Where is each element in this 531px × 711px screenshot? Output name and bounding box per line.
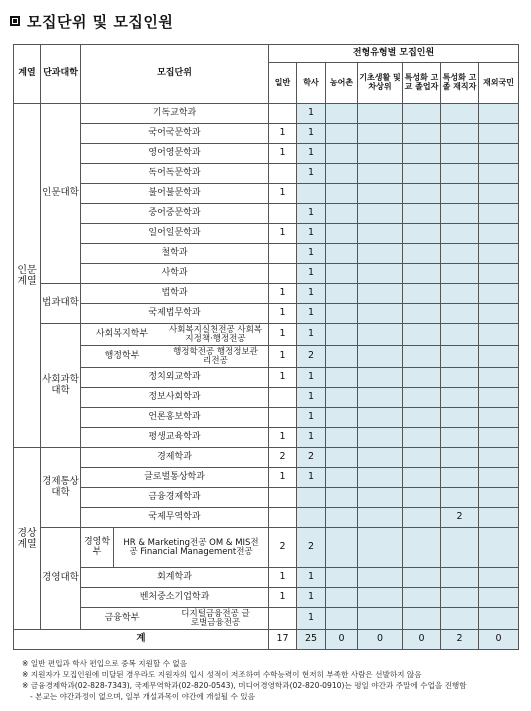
cell-value: 1 (297, 368, 326, 388)
total-value: 25 (297, 630, 326, 650)
cell-value (403, 144, 441, 164)
cell-value (403, 368, 441, 388)
cell-value: 1 (269, 568, 297, 588)
cell-value: 1 (297, 224, 326, 244)
header-type-rural: 농어촌 (326, 63, 358, 104)
header-type-specialized-employed: 특성화 고졸 재직자 (441, 63, 479, 104)
cell-value (358, 488, 403, 508)
cell-value: 1 (269, 224, 297, 244)
cell-value (326, 244, 358, 264)
cell-value (326, 528, 358, 568)
cell-value: 1 (297, 468, 326, 488)
cell-value: 2 (269, 448, 297, 468)
table-row (14, 124, 519, 144)
cell-value (358, 568, 403, 588)
cell-value (269, 608, 297, 630)
cell-value (479, 428, 519, 448)
cell-value (326, 388, 358, 408)
unit-name: 일어일문학과 (81, 224, 269, 244)
total-row (14, 630, 519, 650)
subgroup-and-unit (81, 324, 269, 346)
cell-value (269, 408, 297, 428)
table-row (14, 284, 519, 304)
total-value: 0 (326, 630, 358, 650)
cell-value (358, 244, 403, 264)
cell-value (358, 284, 403, 304)
cell-value: 2 (297, 346, 326, 368)
cell-value (441, 346, 479, 368)
cell-value (403, 588, 441, 608)
cell-value: 1 (297, 204, 326, 224)
cell-value (326, 408, 358, 428)
cell-value (326, 304, 358, 324)
cell-value: 2 (297, 448, 326, 468)
table-row (14, 104, 519, 124)
table-row (14, 304, 519, 324)
subgroup-finance: 금융학부 (104, 612, 140, 623)
cell-value (403, 488, 441, 508)
cell-value (441, 568, 479, 588)
cell-value (403, 528, 441, 568)
cell-value (403, 346, 441, 368)
cell-value (479, 508, 519, 528)
unit-name: 정보사회학과 (81, 388, 269, 408)
unit-name: 국제무역학과 (81, 508, 269, 528)
total-value: 2 (441, 630, 479, 650)
cell-value: 1 (297, 264, 326, 284)
cell-value (326, 346, 358, 368)
cell-value (479, 264, 519, 284)
cell-value: 1 (297, 244, 326, 264)
note-item: ※ 지원자가 모집인원에 미달된 경우라도 지원자의 입시 성적이 저조하여 수학능력이 현저히 부족한 사람은 선발하지 않음 (22, 670, 422, 679)
cell-value (479, 608, 519, 630)
cell-value (479, 448, 519, 468)
cell-value (403, 244, 441, 264)
cell-value: 1 (269, 368, 297, 388)
cell-value (403, 324, 441, 346)
unit-name: 독어독문학과 (81, 164, 269, 184)
unit-name: 사회복지실천전공 사회복지정책·행정전공 (168, 324, 263, 344)
cell-value (326, 588, 358, 608)
table-row (14, 568, 519, 588)
cell-value: 1 (269, 184, 297, 204)
cell-value (403, 184, 441, 204)
cell-value: 1 (269, 284, 297, 304)
unit-name: 정치외교학과 (81, 368, 269, 388)
table-row (14, 324, 519, 346)
field-business: 경상 계열 (14, 448, 41, 630)
cell-value (326, 284, 358, 304)
unit-name: 디지털금융전공 글로벌금융전공 (181, 608, 250, 628)
cell-value (358, 448, 403, 468)
unit-name: 글로벌통상학과 (81, 468, 269, 488)
college-humanities: 인문대학 (41, 104, 81, 284)
cell-value (326, 324, 358, 346)
cell-value (358, 124, 403, 144)
header-group: 전형유형별 모집인원 (269, 45, 519, 63)
header-unit: 모집단위 (81, 45, 269, 104)
cell-value (326, 608, 358, 630)
unit-name: 기독교학과 (81, 104, 269, 124)
cell-value (441, 588, 479, 608)
cell-value (403, 508, 441, 528)
table-row (14, 528, 519, 568)
unit-name: 벤처중소기업학과 (81, 588, 269, 608)
unit-name: 철학과 (81, 244, 269, 264)
admission-table (13, 44, 519, 650)
subgroup-social-welfare: 사회복지학부 (95, 328, 149, 339)
cell-value (479, 284, 519, 304)
unit-name: 언론홍보학과 (81, 408, 269, 428)
table-row (14, 608, 519, 630)
cell-value (441, 184, 479, 204)
cell-value (358, 588, 403, 608)
cell-value (403, 264, 441, 284)
cell-value (358, 528, 403, 568)
cell-value (403, 408, 441, 428)
unit-name: 경제학과 (81, 448, 269, 468)
cell-value (479, 388, 519, 408)
cell-value: 1 (269, 468, 297, 488)
cell-value (326, 104, 358, 124)
unit-name: 국제법무학과 (81, 304, 269, 324)
cell-value (441, 104, 479, 124)
cell-value (269, 388, 297, 408)
table-row (14, 508, 519, 528)
table-row (14, 264, 519, 284)
cell-value (441, 124, 479, 144)
cell-value (479, 304, 519, 324)
cell-value (441, 608, 479, 630)
cell-value (479, 346, 519, 368)
cell-value (441, 264, 479, 284)
cell-value (326, 164, 358, 184)
cell-value (326, 448, 358, 468)
cell-value (441, 468, 479, 488)
cell-value (441, 304, 479, 324)
table-row (14, 408, 519, 428)
cell-value (441, 408, 479, 428)
cell-value: 2 (269, 528, 297, 568)
table-row (14, 468, 519, 488)
cell-value (297, 184, 326, 204)
cell-value (326, 468, 358, 488)
cell-value (358, 468, 403, 488)
cell-value: 1 (297, 164, 326, 184)
cell-value (403, 468, 441, 488)
note-item: - 본교는 야간과정이 없으며, 일부 개설과목이 야간에 개설될 수 있음 (30, 692, 255, 701)
cell-value (441, 488, 479, 508)
unit-name: 불어불문학과 (81, 184, 269, 204)
cell-value (403, 284, 441, 304)
header-type-bachelor: 학사 (297, 63, 326, 104)
cell-value (479, 568, 519, 588)
table-row (14, 346, 519, 368)
unit-name: HR & Marketing전공 OM & MIS전공 Financial Management전공 (114, 528, 269, 568)
cell-value (358, 608, 403, 630)
total-value: 17 (269, 630, 297, 650)
cell-value (358, 144, 403, 164)
cell-value (326, 508, 358, 528)
cell-value (297, 488, 326, 508)
cell-value (403, 428, 441, 448)
cell-value (441, 428, 479, 448)
subgroup-and-unit (81, 608, 269, 630)
subgroup-business-admin: 경영학부 (81, 528, 114, 568)
cell-value (441, 164, 479, 184)
cell-value (326, 368, 358, 388)
cell-value (326, 264, 358, 284)
cell-value (326, 488, 358, 508)
cell-value (403, 608, 441, 630)
cell-value (441, 368, 479, 388)
cell-value: 1 (269, 346, 297, 368)
cell-value (479, 528, 519, 568)
cell-value (403, 448, 441, 468)
table-row (14, 224, 519, 244)
cell-value: 1 (297, 568, 326, 588)
cell-value (358, 368, 403, 388)
note-item: ※ 금융경제학과(02-828-7343), 국제무역학과(02-820-0543), 미디어경영학과(02-820-0910)는 평일 야간과 주말에 수업을 진행함 (22, 681, 467, 690)
cell-value (479, 324, 519, 346)
cell-value (358, 428, 403, 448)
cell-value (326, 224, 358, 244)
subgroup-public-admin: 행정학부 (104, 350, 140, 361)
cell-value (479, 104, 519, 124)
cell-value (479, 244, 519, 264)
cell-value: 1 (269, 144, 297, 164)
unit-name: 금융경제학과 (81, 488, 269, 508)
table-row (14, 588, 519, 608)
cell-value: 1 (297, 428, 326, 448)
square-bullet-icon (10, 16, 20, 26)
cell-value (358, 408, 403, 428)
header-type-overseas: 재외국민 (479, 63, 519, 104)
cell-value (358, 388, 403, 408)
unit-name: 평생교육학과 (81, 428, 269, 448)
cell-value (479, 204, 519, 224)
cell-value: 1 (297, 608, 326, 630)
cell-value (479, 368, 519, 388)
cell-value (441, 244, 479, 264)
cell-value (403, 568, 441, 588)
cell-value (269, 104, 297, 124)
cell-value (358, 508, 403, 528)
cell-value (441, 144, 479, 164)
unit-name: 영어영문학과 (81, 144, 269, 164)
cell-value (403, 124, 441, 144)
college-law: 법과대학 (41, 284, 81, 324)
cell-value (358, 184, 403, 204)
header-type-general: 일반 (269, 63, 297, 104)
page-title (10, 10, 173, 32)
cell-value (297, 508, 326, 528)
field-humanities: 인문 계열 (14, 104, 41, 448)
page-title-text: 모집단위 및 모집인원 (27, 12, 174, 31)
cell-value (441, 448, 479, 468)
cell-value: 1 (269, 304, 297, 324)
cell-value (403, 204, 441, 224)
cell-value (326, 568, 358, 588)
header-row-1 (14, 45, 519, 63)
cell-value (358, 304, 403, 324)
cell-value (358, 204, 403, 224)
cell-value (269, 508, 297, 528)
cell-value (403, 164, 441, 184)
subgroup-and-unit (81, 346, 269, 368)
table-row (14, 204, 519, 224)
cell-value: 1 (297, 124, 326, 144)
header-field: 계열 (14, 45, 41, 104)
unit-name: 중어중문학과 (81, 204, 269, 224)
cell-value (479, 124, 519, 144)
cell-value (358, 346, 403, 368)
cell-value: 1 (297, 144, 326, 164)
cell-value (269, 244, 297, 264)
total-value: 0 (403, 630, 441, 650)
cell-value (479, 144, 519, 164)
cell-value: 1 (269, 124, 297, 144)
table-row (14, 184, 519, 204)
cell-value: 1 (269, 428, 297, 448)
cell-value (403, 224, 441, 244)
cell-value (441, 324, 479, 346)
cell-value (403, 104, 441, 124)
cell-value (479, 488, 519, 508)
total-value: 0 (479, 630, 519, 650)
unit-name: 사학과 (81, 264, 269, 284)
cell-value (269, 204, 297, 224)
unit-name: 행정학전공 행정정보관리전공 (173, 346, 258, 366)
cell-value (479, 224, 519, 244)
table-row (14, 428, 519, 448)
college-econ-trade: 경제통상 대학 (41, 448, 81, 528)
cell-value: 1 (297, 304, 326, 324)
header-college: 단과대학 (41, 45, 81, 104)
table-row (14, 448, 519, 468)
cell-value: 1 (297, 284, 326, 304)
header-type-specialized-grad: 특성화 고교 졸업자 (403, 63, 441, 104)
cell-value (441, 224, 479, 244)
cell-value (326, 184, 358, 204)
cell-value: 1 (297, 408, 326, 428)
cell-value: 2 (441, 508, 479, 528)
cell-value (441, 388, 479, 408)
cell-value (479, 468, 519, 488)
cell-value (358, 264, 403, 284)
cell-value: 2 (297, 528, 326, 568)
cell-value (326, 124, 358, 144)
cell-value (326, 428, 358, 448)
cell-value: 1 (269, 588, 297, 608)
cell-value (403, 304, 441, 324)
cell-value: 1 (297, 588, 326, 608)
unit-name: 회계학과 (81, 568, 269, 588)
table-row (14, 368, 519, 388)
cell-value (479, 588, 519, 608)
table-row (14, 388, 519, 408)
header-type-basic-living: 기초생활 및차상위 (358, 63, 403, 104)
table-row (14, 488, 519, 508)
cell-value: 1 (297, 104, 326, 124)
unit-name: 법학과 (81, 284, 269, 304)
cell-value (479, 408, 519, 428)
college-social: 사회과학 대학 (41, 324, 81, 448)
cell-value (358, 104, 403, 124)
cell-value (326, 144, 358, 164)
cell-value (479, 184, 519, 204)
cell-value (358, 164, 403, 184)
unit-name: 국어국문학과 (81, 124, 269, 144)
cell-value (441, 284, 479, 304)
table-row (14, 144, 519, 164)
cell-value (479, 164, 519, 184)
cell-value: 1 (297, 324, 326, 346)
college-management: 경영대학 (41, 528, 81, 630)
cell-value (358, 224, 403, 244)
cell-value (326, 204, 358, 224)
cell-value (269, 488, 297, 508)
cell-value: 1 (269, 324, 297, 346)
cell-value: 1 (297, 388, 326, 408)
total-value: 0 (358, 630, 403, 650)
table-row (14, 164, 519, 184)
note-item: ※ 일반 편입과 학사 편입으로 중복 지원할 수 없음 (22, 659, 188, 668)
table-row (14, 244, 519, 264)
notes (22, 658, 527, 702)
cell-value (403, 388, 441, 408)
cell-value (441, 528, 479, 568)
cell-value (269, 164, 297, 184)
cell-value (441, 204, 479, 224)
cell-value (269, 264, 297, 284)
total-label: 계 (14, 630, 269, 650)
cell-value (358, 324, 403, 346)
